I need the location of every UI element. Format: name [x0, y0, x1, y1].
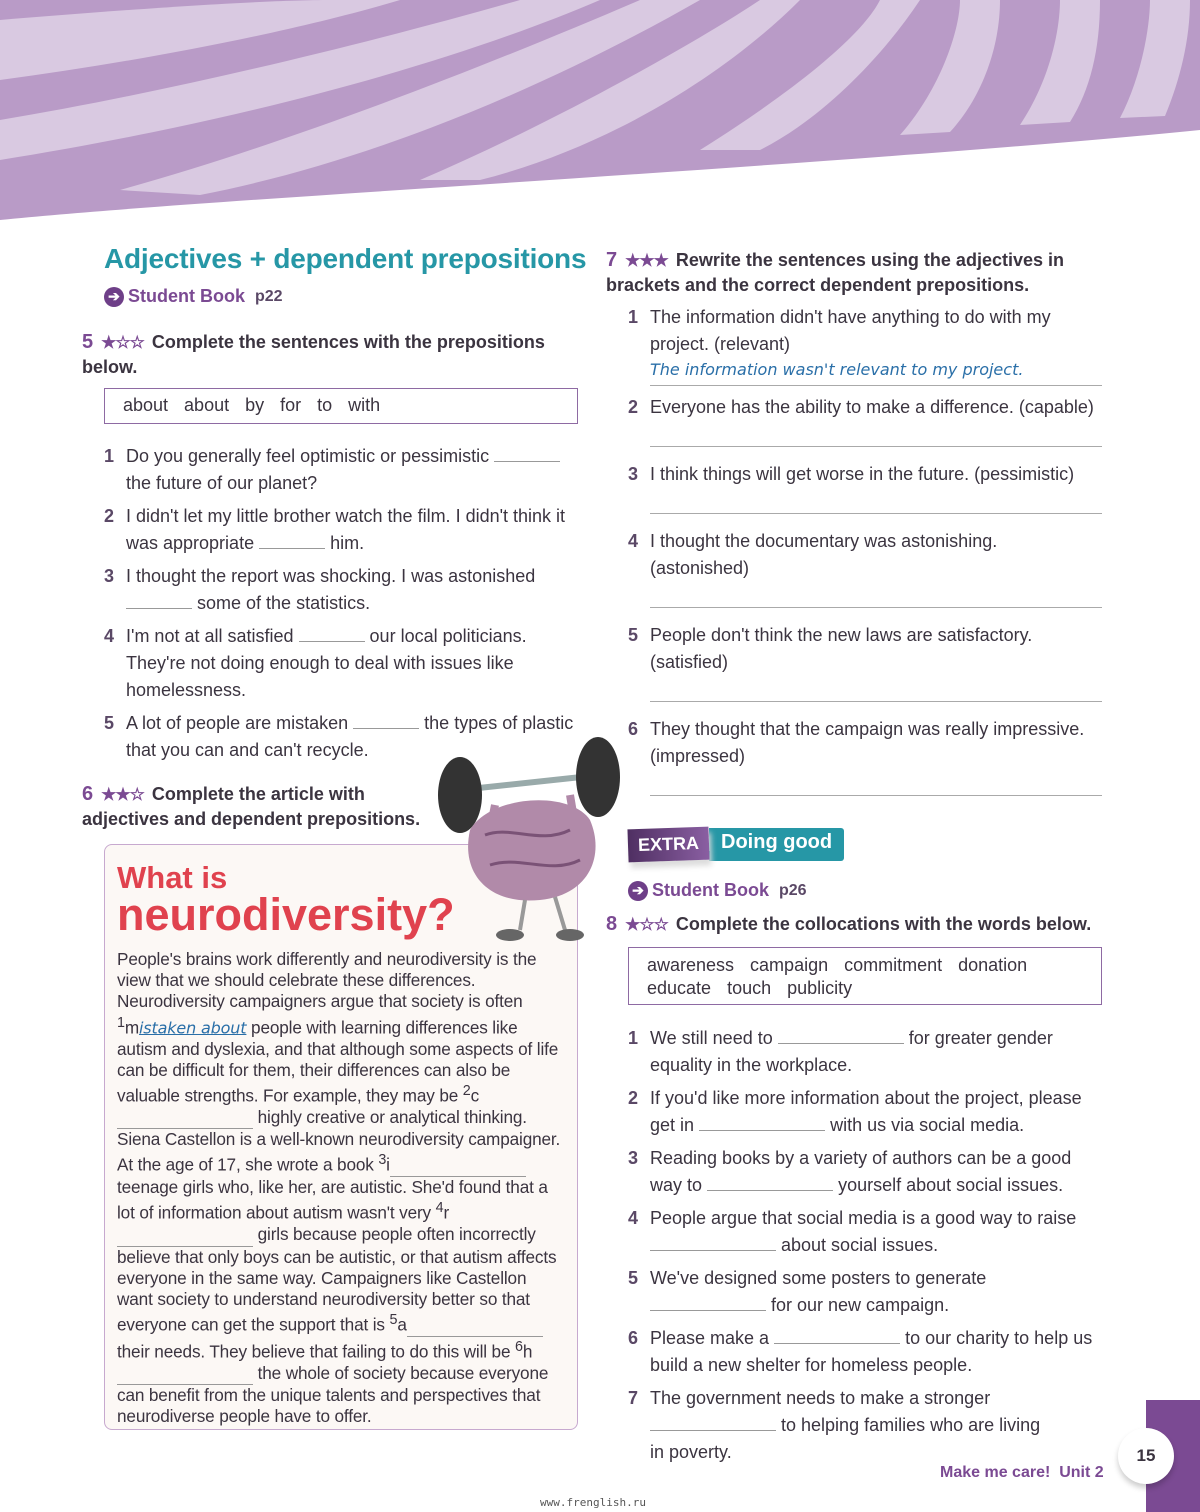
- item-number: 1: [628, 307, 639, 327]
- gap-letter: h: [522, 1341, 533, 1362]
- student-book-ref: [628, 880, 807, 901]
- text: people with learning differences like autism and dyslexia, and that although some aspects of life can be difficult for them, their differences can also be valuable strengths. For example, they may be: [117, 1017, 559, 1106]
- gap-number: 4: [435, 1200, 444, 1217]
- answer-line[interactable]: [650, 494, 1102, 514]
- item-text: People argue that social media is a good way to raise: [650, 1208, 1077, 1228]
- gap-letter: i: [386, 1155, 390, 1176]
- answer-line[interactable]: [650, 682, 1102, 702]
- item-number: 5: [104, 713, 115, 733]
- answer-blank[interactable]: [126, 593, 192, 609]
- watermark: www.frenglish.ru: [540, 1496, 646, 1509]
- exercise-8-heading: [606, 912, 1106, 937]
- item-text: Do you generally feel optimistic or pessimistic: [126, 446, 490, 466]
- exercise-5-heading: [82, 330, 562, 380]
- instruction: Complete the collocations with the words below.: [675, 914, 1092, 934]
- answer-blank[interactable]: [117, 1107, 253, 1129]
- item-number: 1: [628, 1028, 639, 1048]
- item-text: Reading books by a variety of authors can be a good way to: [650, 1148, 1072, 1195]
- item-text: Please make a: [650, 1328, 770, 1348]
- item-number: 4: [104, 626, 115, 646]
- section-title: Adjectives + dependent prepositions: [104, 243, 587, 274]
- item-text: some of the statistics.: [197, 593, 371, 613]
- item-number: 3: [628, 464, 639, 484]
- page-ref: p26: [779, 881, 807, 899]
- gap-number: 1: [117, 1014, 125, 1031]
- exercise-7-heading: [606, 248, 1086, 298]
- item-number: 6: [628, 719, 639, 739]
- word: campaign: [750, 955, 829, 975]
- list-item: [104, 443, 578, 497]
- item-text: the future of our planet?: [126, 473, 318, 493]
- student-book-ref: [104, 286, 283, 307]
- answer-blank[interactable]: [774, 1328, 900, 1344]
- item-text: for our new campaign.: [771, 1295, 950, 1315]
- item-text: The government needs to make a stronger: [650, 1388, 991, 1408]
- answer-blank[interactable]: [299, 626, 365, 642]
- answer-blank[interactable]: [353, 713, 419, 729]
- item-number: 2: [104, 506, 115, 526]
- answer-blank[interactable]: [650, 1235, 776, 1251]
- item-number: 6: [628, 1328, 639, 1348]
- article-text: [117, 949, 565, 1428]
- exercise-number: 6: [82, 783, 94, 805]
- item-text: to helping families who are living in poverty.: [650, 1415, 1041, 1462]
- item-text: We've designed some posters to generate: [650, 1268, 987, 1288]
- item-text: They thought that the campaign was really impressive. (impressed): [650, 719, 1085, 766]
- gap-number: 3: [378, 1152, 387, 1169]
- footer-unit: [940, 1464, 1104, 1482]
- example-answer: istaken about: [139, 1018, 247, 1038]
- item-text: I'm not at all satisfied: [126, 626, 294, 646]
- word: by: [245, 395, 265, 415]
- text: girls because people often incorrectly believe that only boys can be autistic, or that autism affects everyone in the same way. Campaigners like Castellon want society to understand neurodiversity better so that everyone can get the support that is: [117, 1224, 557, 1335]
- answer-line[interactable]: [650, 588, 1102, 608]
- item-number: 2: [628, 397, 639, 417]
- gap-letter: a: [397, 1314, 407, 1335]
- item-text: I think things will get worse in the future. (pessimistic): [650, 464, 1075, 484]
- answer-blank[interactable]: [117, 1363, 253, 1385]
- item-number: 2: [628, 1088, 639, 1108]
- exercise-5-items: [104, 443, 578, 764]
- word: with: [348, 395, 381, 415]
- instruction: Complete the article with adjectives and dependent prepositions.: [82, 784, 421, 829]
- word-box: [628, 947, 1102, 1005]
- item-number: 7: [628, 1388, 639, 1408]
- word: for: [280, 395, 302, 415]
- list-item: [628, 1085, 1102, 1139]
- item-text: Everyone has the ability to make a difference. (capable): [650, 397, 1094, 417]
- arrow-right-icon: ➔: [628, 881, 648, 901]
- gap-number: 5: [389, 1312, 398, 1329]
- list-item: [628, 304, 1102, 386]
- text: teenage girls who, like her, are autistic. She'd found that a lot of information about autism wasn't very: [117, 1177, 548, 1224]
- item-text: The information didn't have anything to do with my project. (relevant): [650, 307, 1051, 354]
- word: educate: [647, 978, 712, 998]
- gap-letter: m: [124, 1017, 139, 1038]
- answer-blank[interactable]: [699, 1115, 825, 1131]
- item-text: for greater gender equality in the workplace.: [650, 1028, 1053, 1075]
- instruction: Rewrite the sentences using the adjectives in brackets and the correct dependent prepositions.: [606, 250, 1064, 295]
- difficulty-stars-icon: ★☆☆: [101, 333, 144, 352]
- word: touch: [727, 978, 772, 998]
- list-item: [628, 1325, 1102, 1379]
- extra-title: Doing good: [709, 828, 844, 861]
- item-text: with us via social media.: [830, 1115, 1025, 1135]
- list-item: [104, 563, 578, 617]
- difficulty-stars-icon: ★★★: [625, 251, 668, 270]
- difficulty-stars-icon: ★★☆: [101, 785, 144, 804]
- item-number: 4: [628, 531, 639, 551]
- item-number: 5: [628, 1268, 639, 1288]
- example-answer: The information wasn't relevant to my project.: [650, 360, 1024, 379]
- word: publicity: [787, 978, 853, 998]
- exercise-number: 7: [606, 249, 618, 271]
- brain-weightlifting-illustration: [430, 735, 625, 950]
- item-text: A lot of people are mistaken: [126, 713, 349, 733]
- item-text: We still need to: [650, 1028, 773, 1048]
- item-text: him.: [330, 533, 365, 553]
- item-number: 3: [104, 566, 115, 586]
- item-number: 4: [628, 1208, 639, 1228]
- gap-number: 6: [515, 1339, 523, 1356]
- list-item: [628, 461, 1102, 514]
- difficulty-stars-icon: ★☆☆: [625, 915, 668, 934]
- list-item: [628, 528, 1102, 608]
- gap-letter: r: [443, 1203, 450, 1224]
- article-title: neurodiversity?: [117, 889, 455, 940]
- text: the whole of society because everyone can benefit from the unique talents and perspectives that neurodiverse people have to offer.: [117, 1363, 549, 1427]
- text: highly creative or analytical thinking. Siena Castellon is a well-known neurodiversity campaigner. At the age of 17, she wrote a book: [117, 1106, 561, 1176]
- list-item: [628, 394, 1102, 447]
- exercise-number: 5: [82, 331, 94, 353]
- exercise-6-heading: [82, 782, 442, 832]
- list-item: [628, 716, 1102, 796]
- word: to: [317, 395, 333, 415]
- extra-tag: EXTRA: [627, 827, 709, 863]
- list-item: [628, 1205, 1102, 1259]
- list-item: [628, 1265, 1102, 1319]
- student-book-label: Student Book: [128, 286, 245, 306]
- item-text: I thought the documentary was astonishing. (astonished): [650, 531, 998, 578]
- page-number: 15: [1118, 1428, 1174, 1484]
- word-box: [104, 388, 578, 424]
- word: commitment: [844, 955, 943, 975]
- list-item: [628, 1385, 1102, 1466]
- arrow-right-icon: ➔: [104, 287, 124, 307]
- item-number: 1: [104, 446, 115, 466]
- answer-blank[interactable]: [650, 1295, 766, 1311]
- answer-blank[interactable]: [117, 1224, 253, 1246]
- answer-blank[interactable]: [259, 533, 325, 549]
- unit-label: Unit 2: [1059, 1464, 1104, 1481]
- exercise-7-items: [628, 304, 1102, 796]
- answer-blank[interactable]: [390, 1155, 526, 1177]
- item-text: If you'd like more information about the project, please get in: [650, 1088, 1082, 1135]
- item-number: 5: [628, 625, 639, 645]
- item-text: I didn't let my little brother watch the film. I didn't think it was appropriate: [126, 506, 566, 553]
- page-ref: p22: [255, 287, 283, 305]
- answer-blank[interactable]: [778, 1028, 904, 1044]
- word: about: [123, 395, 169, 415]
- answer-blank[interactable]: [707, 1175, 833, 1191]
- word: awareness: [647, 955, 735, 975]
- list-item: [104, 623, 578, 704]
- item-text: the types of plastic that you can and can't recycle.: [126, 713, 574, 760]
- gap-number: 2: [462, 1082, 471, 1099]
- extra-section-banner: [628, 828, 844, 861]
- item-number: 3: [628, 1148, 639, 1168]
- answer-line[interactable]: [650, 427, 1102, 447]
- item-text: our local politicians. They're not doing enough to deal with issues like homelessness.: [126, 626, 527, 700]
- list-item: [104, 503, 578, 557]
- answer-blank[interactable]: [407, 1315, 543, 1337]
- text: People's brains work differently and neurodiversity is the view that we should celebrate these differences. Neurodiversity campaigners argue that society is often: [117, 949, 537, 1012]
- list-item: [628, 1025, 1102, 1079]
- text: their needs. They believe that failing to do this will be: [117, 1341, 515, 1362]
- answer-blank[interactable]: [494, 446, 560, 462]
- word: about: [184, 395, 230, 415]
- student-book-label: Student Book: [652, 880, 769, 900]
- list-item: [628, 1145, 1102, 1199]
- list-item: [628, 622, 1102, 702]
- item-text: to our charity to help us build a new shelter for homeless people.: [650, 1328, 1093, 1375]
- answer-blank[interactable]: [650, 1415, 776, 1431]
- item-text: I thought the report was shocking. I was astonished: [126, 566, 536, 586]
- gap-letter: c: [470, 1085, 480, 1106]
- item-text: about social issues.: [781, 1235, 939, 1255]
- answer-line[interactable]: [650, 776, 1102, 796]
- exercise-number: 8: [606, 913, 618, 935]
- answer-line[interactable]: [650, 360, 1102, 386]
- header-stripes-decoration: [0, 0, 1200, 225]
- unit-title: Make me care!: [940, 1464, 1051, 1481]
- instruction: Complete the sentences with the prepositions below.: [82, 332, 545, 377]
- exercise-8-items: [628, 1025, 1102, 1466]
- article-title: What is: [117, 860, 228, 895]
- item-text: yourself about social issues.: [838, 1175, 1064, 1195]
- item-text: People don't think the new laws are satisfactory. (satisfied): [650, 625, 1033, 672]
- word: donation: [958, 955, 1028, 975]
